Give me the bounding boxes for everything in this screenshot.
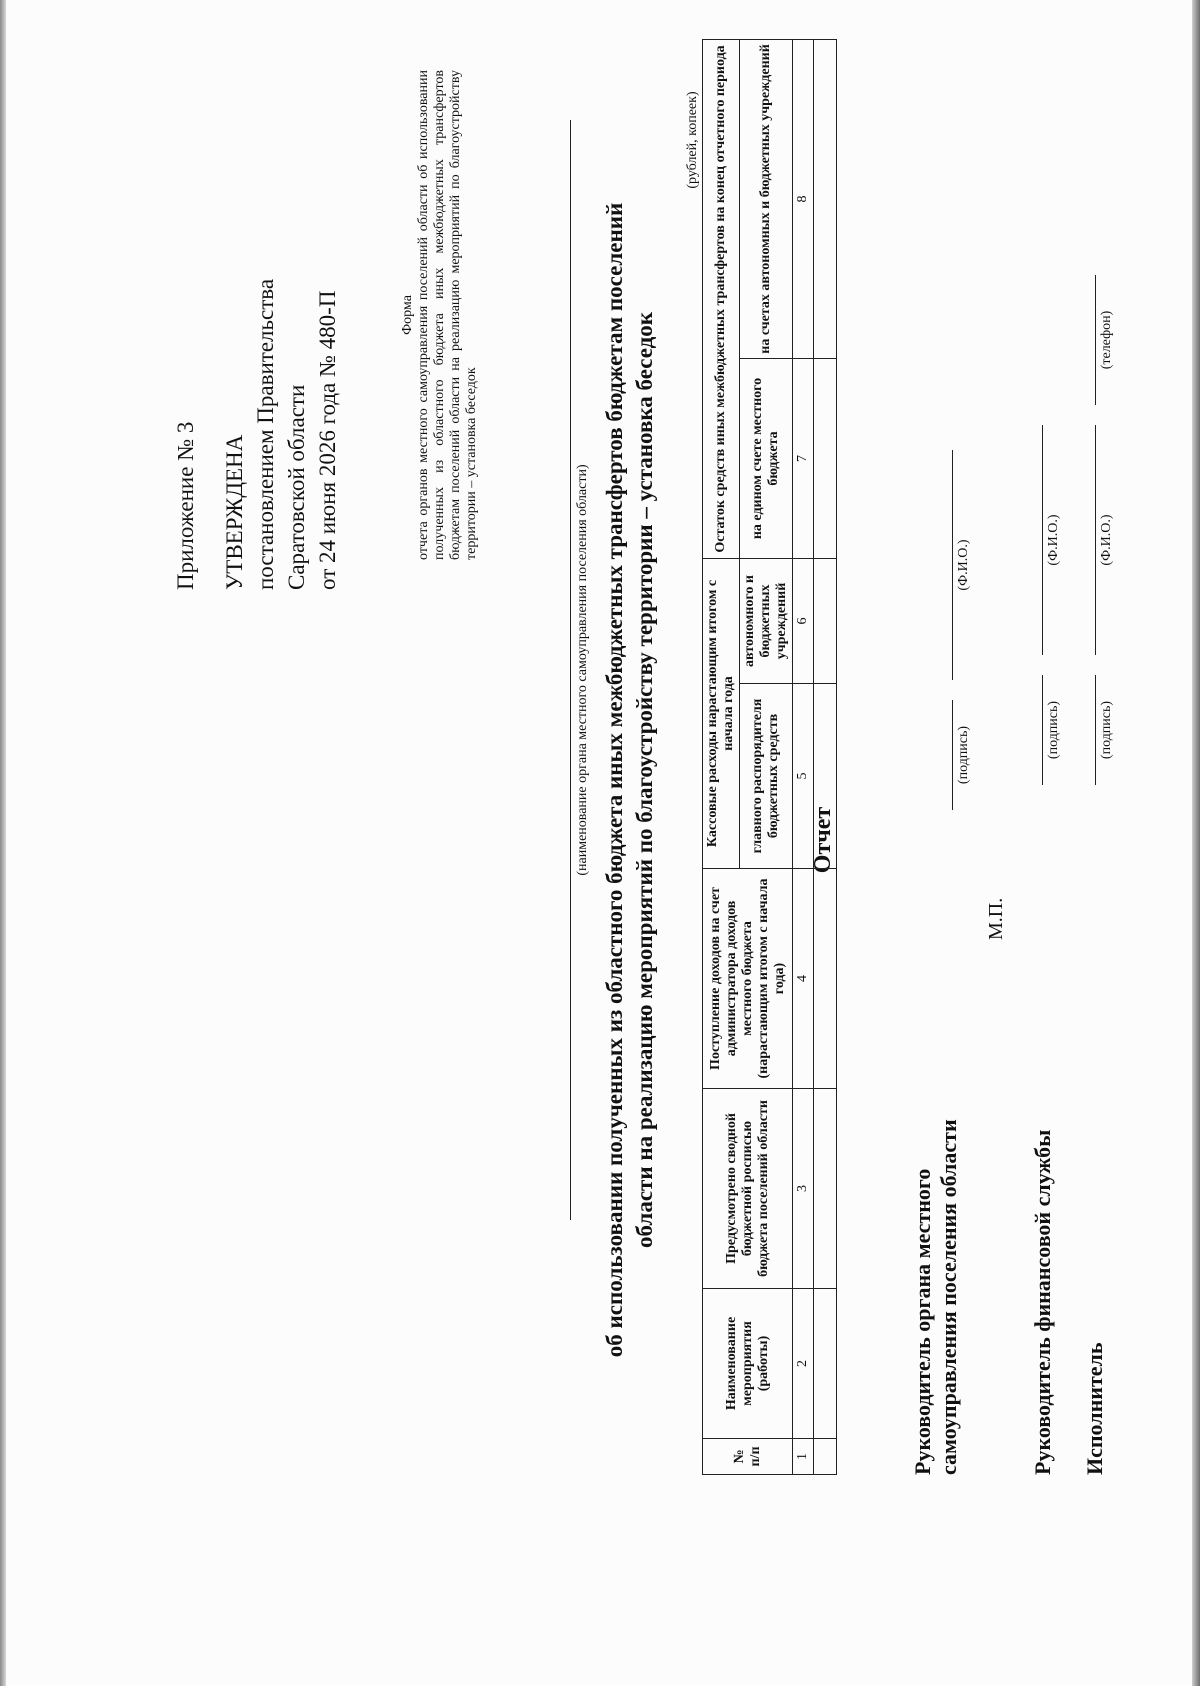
form-word: Форма xyxy=(400,295,415,335)
report-title: Отчет xyxy=(810,806,836,874)
header-income: Поступление доходов на счет администратора доходов местного бюджета (нарастающим итогом с начала года) xyxy=(703,869,793,1089)
header-expenses: Кассовые расходы нарастающим итогом с начала года xyxy=(703,558,740,868)
units-label: (рублей, копеек) xyxy=(685,91,700,189)
header-exp-main: главного распорядителя бюджетных средств xyxy=(740,684,793,869)
table-cell xyxy=(814,558,837,683)
scan-edge-right xyxy=(1192,0,1200,1686)
header-bal-auto: на счетах автономных и бюджетных учреждений xyxy=(740,39,793,358)
table-cell xyxy=(814,1289,837,1439)
table-cell xyxy=(814,869,837,1089)
rotated-sheet xyxy=(30,40,1170,1640)
finance-signature-caption: (подпись) xyxy=(1046,700,1061,760)
header-balance: Остаток средств иных межбюджетных трансфертов на конец отчетного периода xyxy=(703,39,740,558)
table-number-row xyxy=(793,39,814,1474)
head-fio-caption: (Ф.И.О.) xyxy=(956,539,971,591)
header-exp-auto: автономного и бюджетных учреждений xyxy=(740,558,793,683)
executor-signature-line xyxy=(1095,675,1096,785)
col-num-3: 3 xyxy=(793,1089,814,1289)
executor-label: Исполнитель xyxy=(1082,1342,1107,1475)
col-num-6: 6 xyxy=(793,558,814,683)
head-fio-line xyxy=(952,450,953,680)
report-table xyxy=(702,39,837,1475)
col-num-7: 7 xyxy=(793,358,814,558)
approval-line-2: Саратовской области xyxy=(284,384,309,590)
table-cell xyxy=(814,1089,837,1289)
report-subtitle xyxy=(600,60,660,1500)
executor-fio-caption: (Ф.И.О.) xyxy=(1099,514,1114,566)
header-name: Наименование мероприятия (работы) xyxy=(703,1289,793,1439)
signatures-block xyxy=(890,40,1170,1475)
approval-block xyxy=(170,70,343,590)
head-signature-line xyxy=(952,700,953,810)
subtitle-line-2: области на реализацию мероприятий по благоустройству территории – установка беседок xyxy=(632,312,657,1249)
header-bal-single: на едином счете местного бюджета xyxy=(740,358,793,558)
form-text: отчета органов местного самоуправления поселений области об использовании полученных из областного бюджета иных межбюджетных трансфертов бюджетам поселений области на реализацию мероприятий по благоустройству территории – установка беседок xyxy=(416,70,479,560)
form-description xyxy=(400,70,480,560)
table-row xyxy=(814,39,837,1474)
finance-fio-line xyxy=(1042,425,1043,655)
table-cell xyxy=(814,39,837,358)
org-name-caption: (наименование органа местного самоуправления поселения области) xyxy=(575,464,590,876)
executor-phone-line xyxy=(1095,275,1096,405)
head-label-line-1: Руководитель органа местного xyxy=(910,1168,935,1475)
approval-line-1: постановлением Правительства xyxy=(253,278,278,590)
finance-signatory-label: Руководитель финансовой службы xyxy=(1030,1129,1055,1475)
subtitle-line-1: об использовании полученных из областного бюджета иных межбюджетных трансфертов бюджетам поселений xyxy=(602,202,627,1358)
finance-fio-caption: (Ф.И.О.) xyxy=(1046,514,1061,566)
table-cell xyxy=(814,358,837,558)
executor-phone-caption: (телефон) xyxy=(1099,310,1114,370)
header-planned: Предусмотрено сводной бюджетной росписью бюджета поселений области xyxy=(703,1089,793,1289)
approval-line-3: от 24 июня 2026 года № 480-П xyxy=(315,290,340,590)
appendix-number: Приложение № 3 xyxy=(173,421,198,590)
col-num-5: 5 xyxy=(793,684,814,869)
table-cell xyxy=(814,1439,837,1475)
head-signature-caption: (подпись) xyxy=(956,725,971,785)
col-num-4: 4 xyxy=(793,869,814,1089)
org-name-line xyxy=(570,120,571,1220)
executor-signature-caption: (подпись) xyxy=(1099,700,1114,760)
col-num-2: 2 xyxy=(793,1289,814,1439)
stamp-place-label: М.П. xyxy=(985,897,1007,940)
executor-fio-line xyxy=(1095,425,1096,655)
finance-signature-line xyxy=(1042,675,1043,785)
table-cell xyxy=(814,684,837,869)
header-no: № п/п xyxy=(703,1439,793,1475)
col-num-8: 8 xyxy=(793,39,814,358)
scan-edge-left xyxy=(0,0,6,1686)
head-signatory-label xyxy=(910,1119,962,1475)
table-header-row-1 xyxy=(703,39,740,1474)
col-num-1: 1 xyxy=(793,1439,814,1475)
head-label-line-2: самоуправления поселения области xyxy=(936,1119,961,1475)
approved-word: УТВЕРЖДЕНА xyxy=(222,434,247,590)
